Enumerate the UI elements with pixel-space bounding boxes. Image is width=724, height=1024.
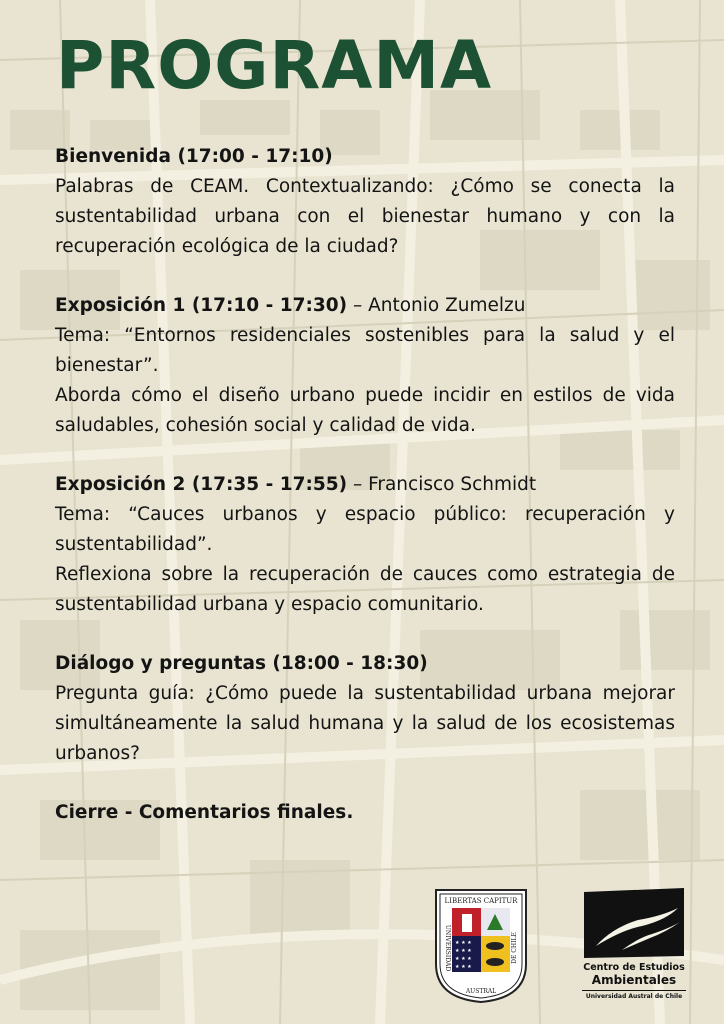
section-description: Aborda cómo el diseño urbano puede incidir en estilos de vida saludables, cohesión social y calidad de vida. xyxy=(55,385,675,436)
section-header xyxy=(55,470,675,500)
section-heading: Diálogo y preguntas (18:00 - 18:30) xyxy=(55,653,428,674)
svg-text:★ ★ ★: ★ ★ ★ xyxy=(455,940,472,946)
section-exposicion-1 xyxy=(55,291,675,441)
section-cierre xyxy=(55,798,675,828)
section-exposicion-2 xyxy=(55,470,675,620)
section-heading: Exposición 1 (17:10 - 17:30) xyxy=(55,295,348,316)
program-sections xyxy=(55,142,675,857)
ceam-university: Universidad Austral de Chile xyxy=(582,990,686,1000)
uach-ring-right: DE CHILE xyxy=(511,932,518,964)
uach-logo xyxy=(432,886,530,1004)
ceam-river-icon xyxy=(582,886,686,960)
section-description: Reflexiona sobre la recuperación de cauces como estrategia de sustentabilidad urbana y espacio comunitario. xyxy=(55,564,675,615)
svg-text:★ ★ ★: ★ ★ ★ xyxy=(455,948,472,954)
uach-motto: LIBERTAS CAPITUR xyxy=(444,897,518,905)
section-heading: Exposición 2 (17:35 - 17:55) xyxy=(55,474,348,495)
section-description: Pregunta guía: ¿Cómo puede la sustentabilidad urbana mejorar simultáneamente la salud humana y la salud de los ecosistemas urbanos? xyxy=(55,683,675,764)
section-header xyxy=(55,798,675,828)
section-header xyxy=(55,649,675,679)
section-heading: Cierre - Comentarios finales. xyxy=(55,802,354,823)
section-header xyxy=(55,142,675,172)
section-speaker: – Antonio Zumelzu xyxy=(347,295,526,316)
ceam-logo xyxy=(582,886,686,1006)
svg-text:★ ★ ★: ★ ★ ★ xyxy=(455,956,472,962)
ceam-name-line2: Ambientales xyxy=(591,973,677,987)
section-topic: Tema: “Cauces urbanos y espacio público: recuperación y sustentabilidad”. xyxy=(55,504,675,555)
section-heading: Bienvenida (17:00 - 17:10) xyxy=(55,146,333,167)
uach-ring-bottom: AUSTRAL xyxy=(465,988,497,995)
svg-text:★ ★ ★: ★ ★ ★ xyxy=(455,964,472,970)
section-bienvenida xyxy=(55,142,675,262)
section-description: Palabras de CEAM. Contextualizando: ¿Cómo se conecta la sustentabilidad urbana con el bienestar humano y con la recuperación ecológica de la ciudad? xyxy=(55,176,675,257)
uach-ring-left: UNIVERSIDAD xyxy=(444,924,451,972)
page-title: PROGRAMA xyxy=(56,27,493,104)
section-speaker: – Francisco Schmidt xyxy=(347,474,537,495)
section-topic: Tema: “Entornos residenciales sostenibles para la salud y el bienestar”. xyxy=(55,325,675,376)
section-dialogo xyxy=(55,649,675,769)
ceam-name-line1: Centro de Estudios xyxy=(583,962,685,973)
section-header xyxy=(55,291,675,321)
